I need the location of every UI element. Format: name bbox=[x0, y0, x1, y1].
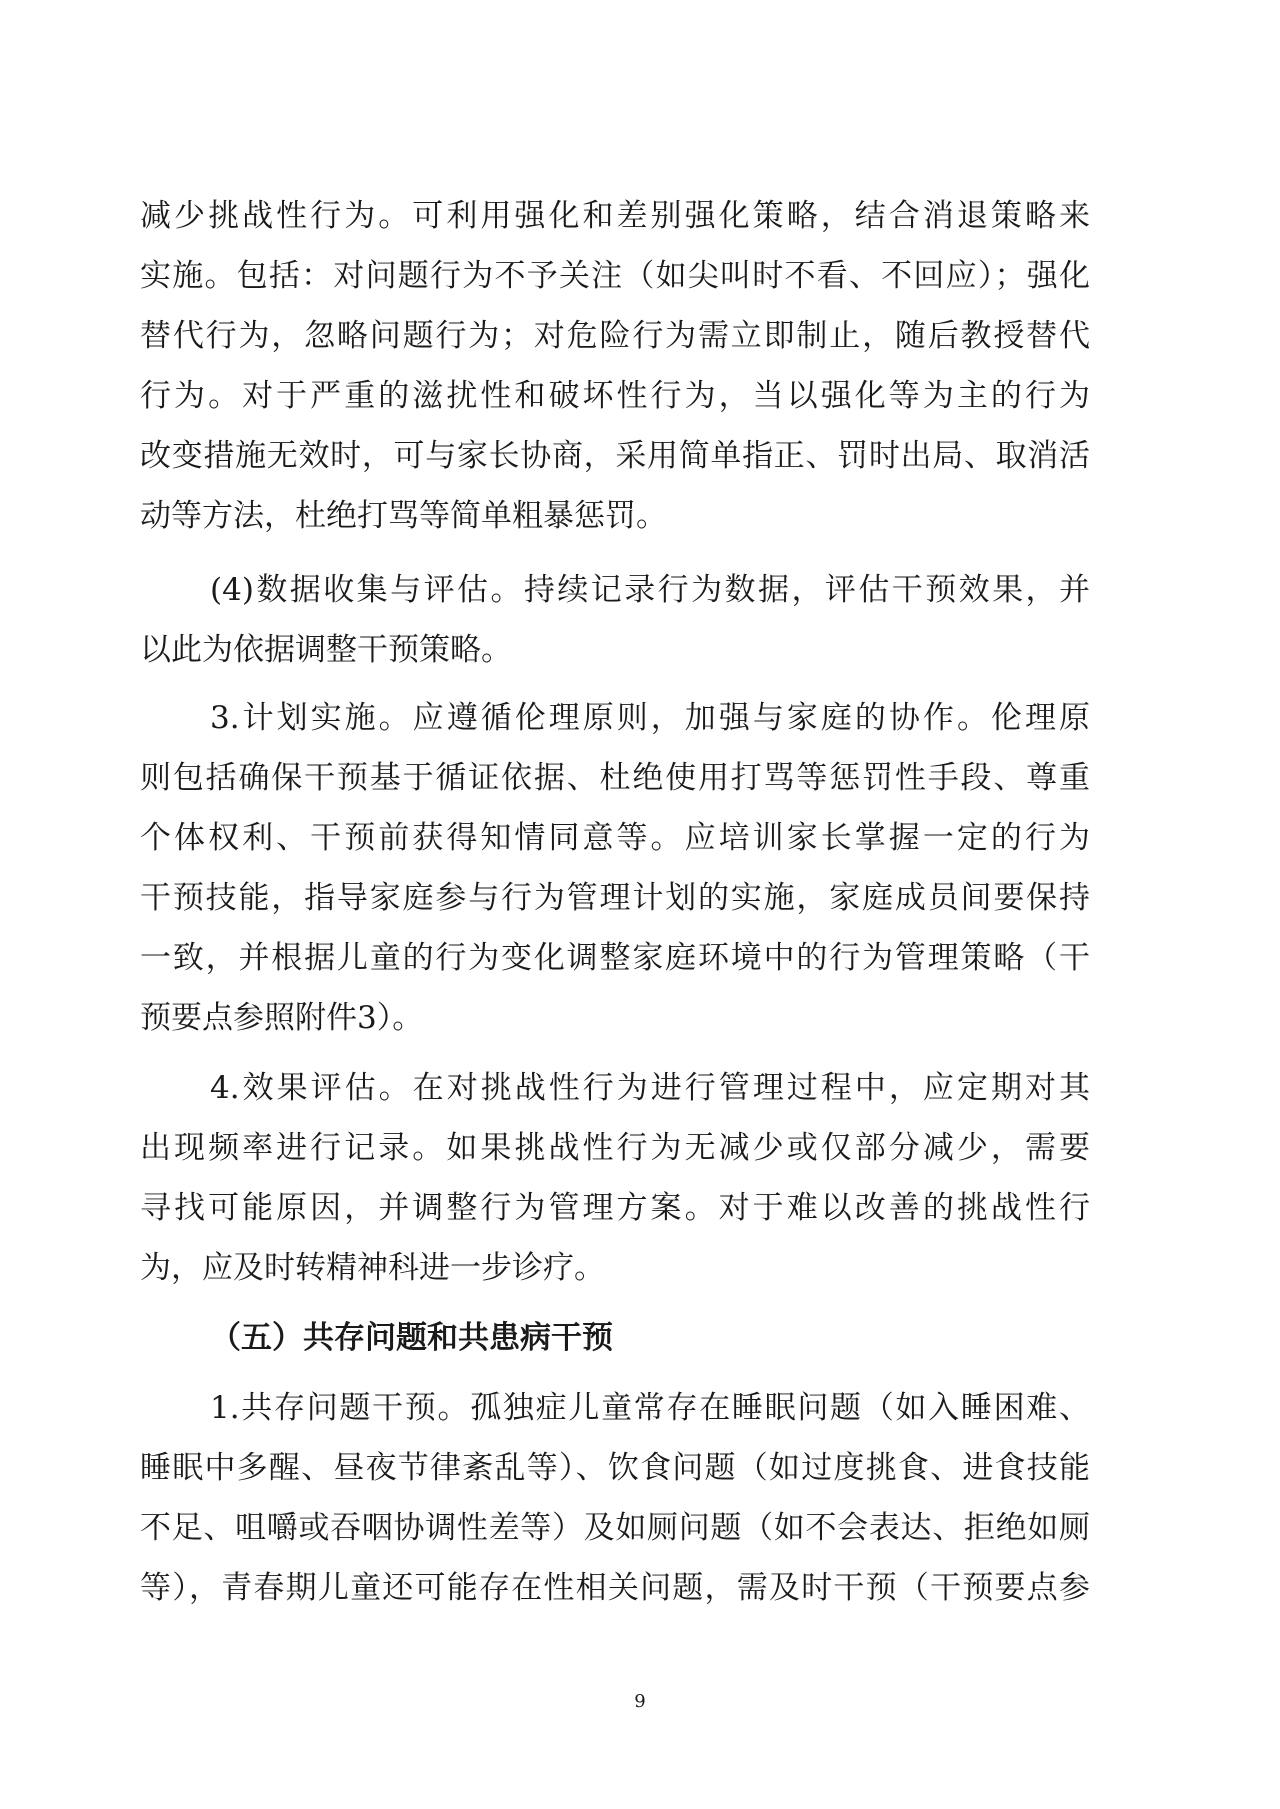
text-line: 等），青春期儿童还可能存在性相关问题，需及时干预（干预要点参 bbox=[140, 1570, 1090, 1606]
text-line: 个体权利、干预前获得知情同意等。应培训家长掌握一定的行为 bbox=[140, 820, 1090, 856]
text-line: 干预技能，指导家庭参与行为管理计划的实施，家庭成员间要保持 bbox=[140, 880, 1090, 916]
text-line: 4.效果评估。在对挑战性行为进行管理过程中，应定期对其 bbox=[210, 1070, 1090, 1106]
text-line: 为，应及时转精神科进一步诊疗。 bbox=[140, 1250, 605, 1286]
text-line: 则包括确保干预基于循证依据、杜绝使用打骂等惩罚性手段、尊重 bbox=[140, 760, 1090, 796]
text-line: 不足、咀嚼或吞咽协调性差等）及如厕问题（如不会表达、拒绝如厕 bbox=[140, 1510, 1090, 1546]
text-line: 改变措施无效时，可与家长协商，采用简单指正、罚时出局、取消活 bbox=[140, 438, 1090, 474]
text-line: 以此为依据调整干预策略。 bbox=[140, 632, 512, 668]
text-line: 寻找可能原因，并调整行为管理方案。对于难以改善的挑战性行 bbox=[140, 1190, 1090, 1226]
text-line: 一致，并根据儿童的行为变化调整家庭环境中的行为管理策略（干 bbox=[140, 940, 1090, 976]
text-line: 3.计划实施。应遵循伦理原则，加强与家庭的协作。伦理原 bbox=[210, 700, 1090, 736]
text-line: 预要点参照附件3）。 bbox=[140, 1000, 424, 1036]
section-heading: （五）共存问题和共患病干预 bbox=[210, 1320, 613, 1356]
text-line: 睡眠中多醒、昼夜节律紊乱等）、饮食问题（如过度挑食、进食技能 bbox=[140, 1450, 1090, 1486]
page-number: 9 bbox=[634, 1691, 646, 1712]
text-line: (4)数据收集与评估。持续记录行为数据，评估干预效果，并 bbox=[210, 572, 1090, 608]
text-line: 动等方法，杜绝打骂等简单粗暴惩罚。 bbox=[140, 498, 667, 534]
text-line: 出现频率进行记录。如果挑战性行为无减少或仅部分减少，需要 bbox=[140, 1130, 1090, 1166]
text-line: 1.共存问题干预。孤独症儿童常存在睡眠问题（如入睡困难、 bbox=[210, 1390, 1090, 1426]
text-line: 替代行为，忽略问题行为；对危险行为需立即制止，随后教授替代 bbox=[140, 318, 1090, 354]
text-line: 行为。对于严重的滋扰性和破坏性行为，当以强化等为主的行为 bbox=[140, 378, 1090, 414]
text-line: 减少挑战性行为。可利用强化和差别强化策略，结合消退策略来 bbox=[140, 198, 1090, 234]
text-line: 实施。包括：对问题行为不予关注（如尖叫时不看、不回应）；强化 bbox=[140, 258, 1090, 294]
